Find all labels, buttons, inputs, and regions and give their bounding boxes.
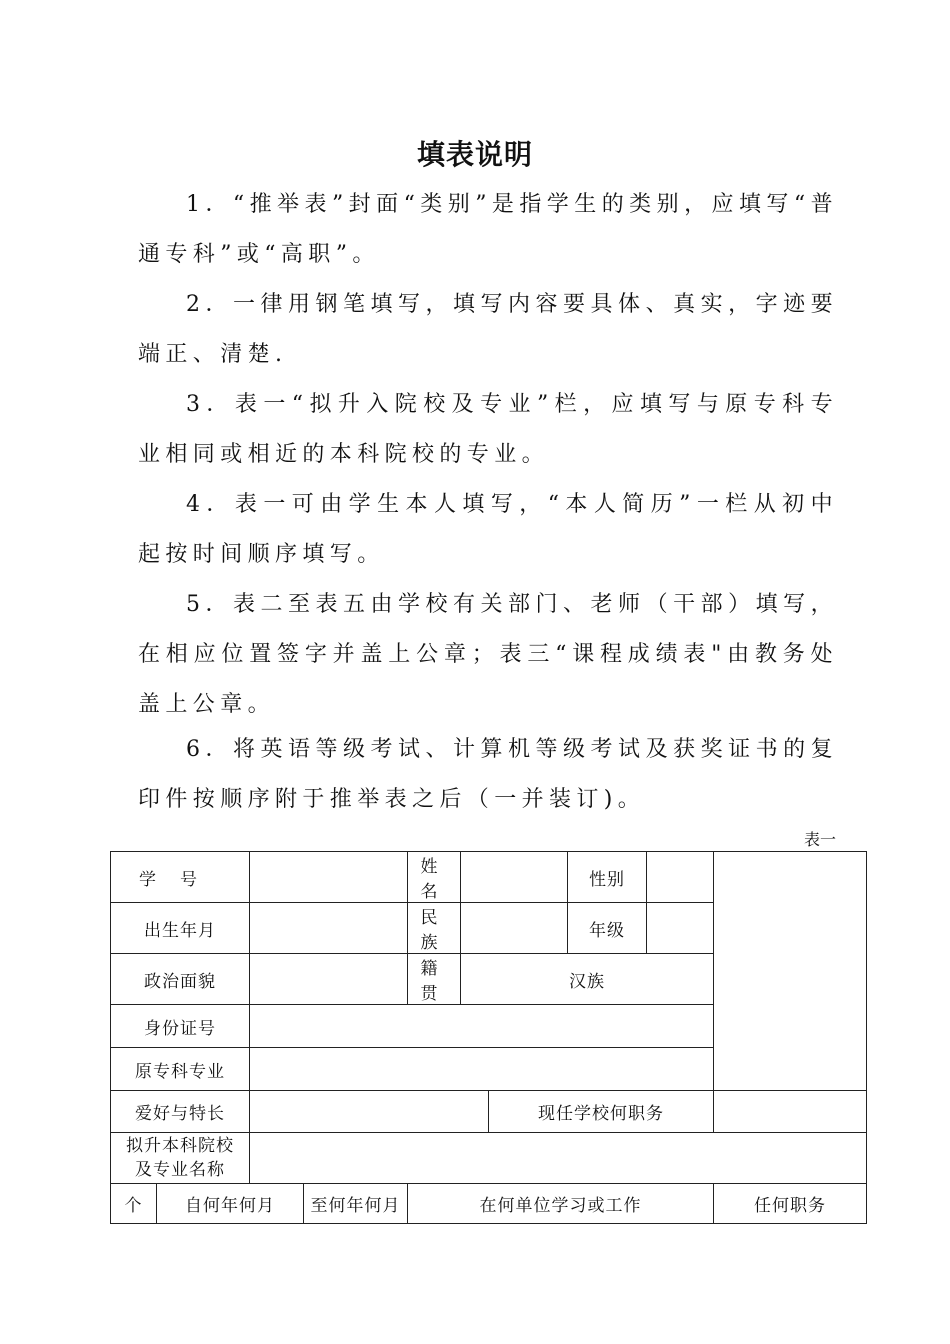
label-student-id: 学号	[111, 852, 250, 903]
field-current-position[interactable]	[714, 1091, 867, 1133]
field-id-number[interactable]	[250, 1005, 714, 1048]
field-name[interactable]	[461, 852, 568, 903]
instruction-3: 3．表一“拟升入院校及专业”栏，应填写与原专科专业相同或相近的本科院校的专业。	[138, 392, 838, 467]
header-resume-where: 在何单位学习或工作	[408, 1184, 714, 1224]
photo-area[interactable]	[714, 852, 867, 1091]
label-birth: 出生年月	[111, 903, 250, 954]
field-gender[interactable]	[647, 852, 714, 903]
field-birth[interactable]	[250, 903, 408, 954]
instruction-2: 2．一律用钢笔填写，填写内容要具体、真实，字迹要端正、清楚.	[138, 292, 838, 367]
label-native-place: 籍贯	[408, 954, 461, 1005]
instruction-1: 1．“推举表”封面“类别”是指学生的类别，应填写“普通专科”或“高职”。	[138, 192, 838, 267]
label-current-position: 现任学校何职务	[489, 1091, 714, 1133]
field-political[interactable]	[250, 954, 408, 1005]
label-original-major: 原专科专业	[111, 1048, 250, 1091]
label-gender: 性别	[568, 852, 647, 903]
table-tag: 表一	[803, 830, 836, 849]
label-target-school: 拟升本科院校及专业名称	[111, 1133, 250, 1184]
header-resume-from: 自何年何月	[157, 1184, 304, 1224]
field-target-school[interactable]	[250, 1133, 867, 1184]
resume-col-marker: 个	[111, 1184, 157, 1224]
instruction-6: 6．将英语等级考试、计算机等级考试及获奖证书的复印件按顺序附于推举表之后（一并装订)。	[138, 737, 838, 812]
field-student-id[interactable]	[250, 852, 408, 903]
label-ethnicity: 民族	[408, 903, 461, 954]
field-grade[interactable]	[647, 903, 714, 954]
field-native-place[interactable]: 汉族	[461, 954, 714, 1005]
instruction-4: 4．表一可由学生本人填写，“本人简历”一栏从初中起按时间顺序填写。	[138, 492, 838, 567]
field-original-major[interactable]	[250, 1048, 714, 1091]
registration-form-table	[110, 851, 867, 1224]
instruction-5: 5．表二至表五由学校有关部门、老师（干部）填写，在相应位置签字并盖上公章；表三“课程成绩表"由教务处盖上公章。	[138, 592, 838, 717]
label-id-number: 身份证号	[111, 1005, 250, 1048]
field-ethnicity[interactable]	[461, 903, 568, 954]
label-hobbies: 爱好与特长	[111, 1091, 250, 1133]
header-resume-post: 任何职务	[714, 1184, 867, 1224]
page-title: 填表说明	[416, 138, 533, 171]
header-resume-to: 至何年何月	[304, 1184, 408, 1224]
label-political: 政治面貌	[111, 954, 250, 1005]
label-name: 姓名	[408, 852, 461, 903]
field-hobbies[interactable]	[250, 1091, 489, 1133]
label-grade: 年级	[568, 903, 647, 954]
